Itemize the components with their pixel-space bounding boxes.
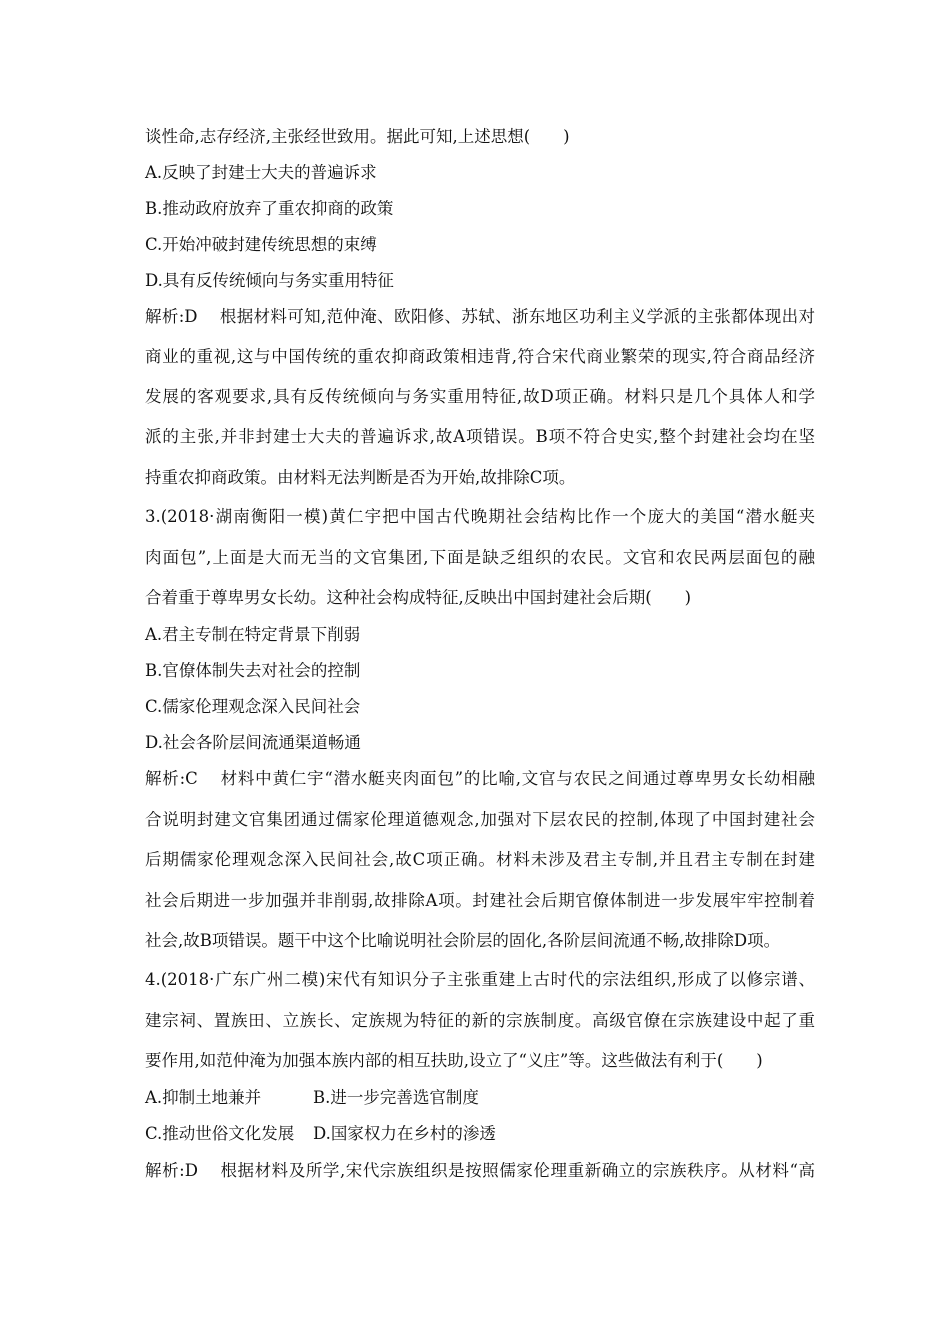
q2-analysis-line-1 — [145, 305, 815, 329]
q4-option-a: A.抑制土地兼并 — [145, 1088, 262, 1107]
q4-analysis-text: 根据材料及所学,宋代宗族组织是按照儒家伦理重新确立的宗族秩序。从材料“高 — [219, 1161, 815, 1180]
q3-analysis-line-1 — [145, 767, 815, 791]
q4-stem-line-3: 要作用,如范仲淹为加强本族内部的相互扶助,设立了“义庄”等。这些做法有利于( ) — [145, 1051, 763, 1070]
q4-stem-line-1: 4.(2018·广东广州二模)宋代有知识分子主张重建上古时代的宗法组织,形成了以修宗谱、 — [145, 970, 815, 989]
q2-analysis-line-4: 派的主张,并非封建士大夫的普遍诉求,故A项错误。B项不符合史实,整个封建社会均在坚 — [145, 427, 815, 446]
q3-analysis-line-4: 社会后期进一步加强并非削弱,故排除A项。封建社会后期官僚体制进一步发展牢牢控制着 — [145, 891, 815, 910]
q4-options-row-1 — [145, 1086, 815, 1110]
q2-option-a: A.反映了封建士大夫的普遍诉求 — [145, 163, 377, 182]
q3-analysis-label: 解析:C — [145, 769, 198, 788]
q4-analysis-label: 解析:D — [145, 1161, 198, 1180]
q4-option-b: B.进一步完善选官制度 — [313, 1088, 479, 1107]
q3-analysis-line-3: 后期儒家伦理观念深入民间社会,故C项正确。材料未涉及君主专制,并且君主专制在封建 — [145, 850, 815, 869]
q2-analysis-label: 解析:D — [145, 307, 198, 326]
q4-options-row-2 — [145, 1122, 815, 1146]
q3-stem-line-1: 3.(2018·湖南衡阳一模)黄仁宇把中国古代晚期社会结构比作一个庞大的美国“潜水艇夹 — [145, 507, 815, 526]
q3-stem-line-3: 合着重于尊卑男女长幼。这种社会构成特征,反映出中国封建社会后期( ) — [145, 588, 692, 607]
q2-option-d: D.具有反传统倾向与务实重用特征 — [145, 271, 394, 290]
q2-stem-tail: 谈性命,志存经济,主张经世致用。据此可知,上述思想( ) — [145, 127, 570, 146]
q3-option-a: A.君主专制在特定背景下削弱 — [145, 625, 361, 644]
q2-analysis-line-3: 发展的客观要求,具有反传统倾向与务实重用特征,故D项正确。材料只是几个具体人和学 — [145, 387, 815, 406]
q2-option-b: B.推动政府放弃了重农抑商的政策 — [145, 199, 394, 218]
q3-option-b: B.官僚体制失去对社会的控制 — [145, 661, 361, 680]
q3-stem-line-2: 肉面包”,上面是大而无当的文官集团,下面是缺乏组织的农民。文官和农民两层面包的融 — [145, 548, 815, 567]
q3-analysis-text: 材料中黄仁宇“潜水艇夹肉面包”的比喻,文官与农民之间通过尊卑男女长幼相融 — [219, 769, 815, 788]
q4-stem-line-2: 建宗祠、置族田、立族长、定族规为特征的新的宗族制度。高级官僚在宗族建设中起了重 — [145, 1011, 815, 1030]
q3-option-c: C.儒家伦理观念深入民间社会 — [145, 697, 361, 716]
q3-analysis-line-2: 合说明封建文官集团通过儒家伦理道德观念,加强对下层农民的控制,体现了中国封建社会 — [145, 810, 815, 829]
q2-analysis-line-5: 持重农抑商政策。由材料无法判断是否为开始,故排除C项。 — [145, 468, 576, 487]
q2-analysis-text: 根据材料可知,范仲淹、欧阳修、苏轼、浙东地区功利主义学派的主张都体现出对 — [219, 307, 815, 326]
q2-option-c: C.开始冲破封建传统思想的束缚 — [145, 235, 377, 254]
q2-analysis-line-2: 商业的重视,这与中国传统的重农抑商政策相违背,符合宋代商业繁荣的现实,符合商品经济 — [145, 347, 815, 366]
q3-option-d: D.社会各阶层间流通渠道畅通 — [145, 733, 361, 752]
q4-analysis-line-1 — [145, 1159, 815, 1183]
q4-option-c: C.推动世俗文化发展 — [145, 1124, 295, 1143]
q4-option-d: D.国家权力在乡村的渗透 — [313, 1124, 496, 1143]
q3-analysis-line-5: 社会,故B项错误。题干中这个比喻说明社会阶层的固化,各阶层间流通不畅,故排除D项。 — [145, 931, 781, 950]
